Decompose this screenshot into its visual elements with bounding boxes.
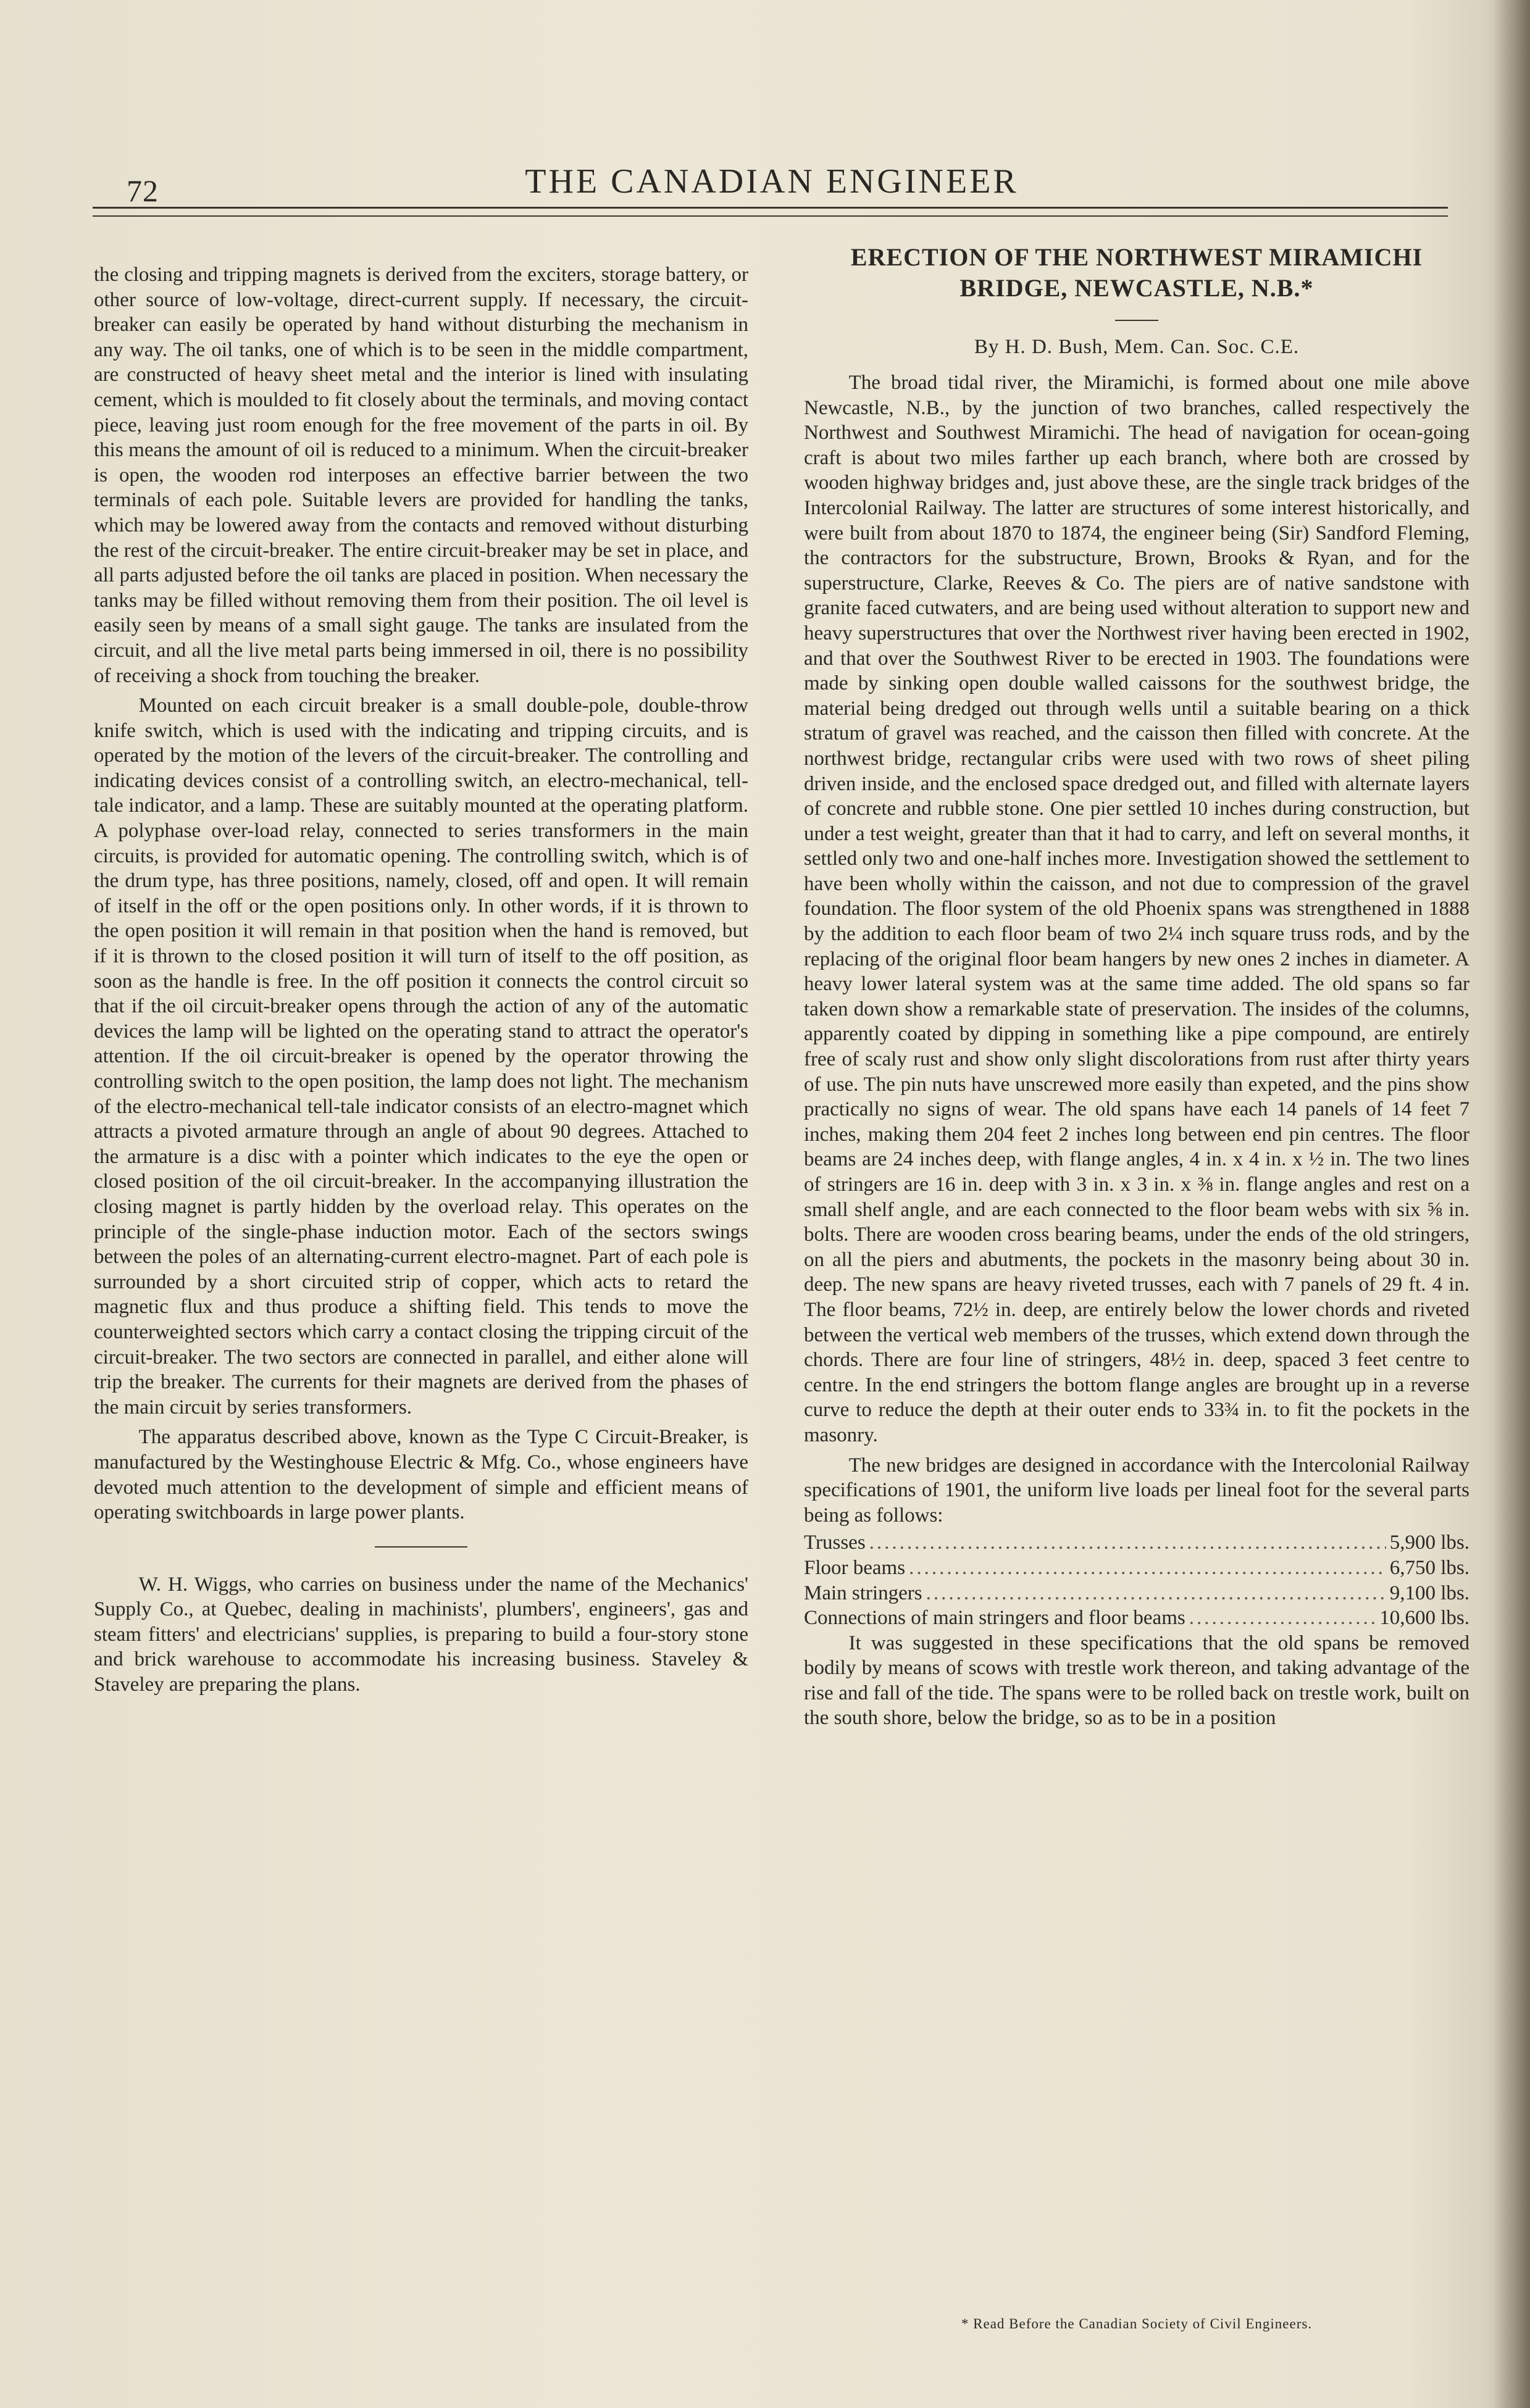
load-row bbox=[804, 1606, 1469, 1631]
right-column bbox=[804, 370, 1469, 1731]
paragraph: the closing and tripping magnets is derived from the exciters, storage battery, or other source of low-voltage, direct-current supply. If necessary, the circuit-breaker can easily be operated by hand without disturbing the mechanism in any way. The oil tanks, one of which is to be seen in the middle compartment, are constructed of heavy sheet metal and the interior is lined with insulating cement, which is moulded to fit closely about the terminals, and moving contact piece, leaving just room enough for the free movement of the parts in oil. By this means the amount of oil is reduced to a minimum. When the circuit-breaker is open, the wooden rod interposes an effective barrier between the two terminals of each pole. Suitable levers are provided for handling the tanks, which may be lowered away from the contacts and removed without disturbing the rest of the circuit-breaker. The entire circuit-breaker may be set in place, and all parts adjusted before the oil tanks are placed in position. When necessary the tanks may be filled without removing them from their position. The oil level is easily seen by means of a small sight gauge. The tanks are insulated from the circuit, and all the live metal parts being immersed in oil, there is no possibility of receiving a shock from touching the breaker. bbox=[94, 264, 748, 687]
load-label: Main stringers bbox=[804, 1581, 922, 1604]
paragraph: The broad tidal river, the Miramichi, is formed about one mile above Newcastle, N.B., by the junction of two branches, called respectively the Northwest and Southwest Miramichi. The head of navigation for ocean-going craft is about two miles farther up each branch, where both are crossed by wooden highway bridges and, just above these, are the single track bridges of the Intercolonial Railway. The latter are structures of some interest historically, and were built from about 1870 to 1874, the engineer being (Sir) Sandford Fleming, the contractors for the substructure, Brown, Brooks & Ryan, and for the superstructure, Clarke, Reeves & Co. The piers are of native sandstone with granite faced cutwaters, and are being used without alteration to support new and heavy superstructures that over the Northwest river having been erected in 1902, and that over the Southwest River to be erected in 1903. The foundations were made by sinking open double walled caissons for the southwest bridge, the material being dredged out through wells until a suitable bearing on a thick stratum of gravel was reached, and the caisson then filled with concrete. At the northwest bridge, rectangular cribs were used with two rows of sheet piling driven inside, and the enclosed space dredged out, and filled with alternate layers of concrete and rubble stone. One pier settled 10 inches during construction, but under a test weight, greater than that it had to carry, and left on several months, it settled only two and one-half inches more. Investigation showed the settlement to have been wholly within the caisson, and not due to compression of the gravel foundation. The floor system of the old Phoenix spans was strengthened in 1888 by the addition to each floor beam of two 2¼ inch square truss rods, and by the replacing of the original floor beam hangers by new ones 2 inches in diameter. A heavy lower lateral system was at the same time added. The old spans so far taken down show a remarkable state of preservation. The insides of the columns, apparently coated by dipping in something like a pipe compound, are entirely free of scaly rust and show only slight discolorations from rust after thirty years of use. The pin nuts have unscrewed more easily than expeted, and the pins show practically no signs of wear. The old spans have each 14 panels of 14 feet 7 inches, making them 204 feet 2 inches long between end pin centres. The floor beams are 24 inches deep, with flange angles, 4 in. x 4 in. x ½ in. The two lines of stringers are 16 in. deep with 3 in. x 3 in. x ⅜ in. flange angles and rest on a small shelf angle, and are each connected to the floor beam webs with six ⅝ in. bolts. There are wooden cross bearing beams, under the ends of the old stringers, on all the piers and abutments, the pockets in the masonry being about 30 in. deep. The new spans are heavy riveted trusses, each with 7 panels of 29 ft. 4 in. The floor beams, 72½ in. deep, are entirely below the lower chords and riveted between the vertical web members of the trusses, which extend down through the chords. There are four line of stringers, 48½ in. deep, spaced 3 feet centre to centre. In the end stringers the bottom flange angles are brought up in a reverse curve to reduce the depth at their outer ends to 33¾ in. to fit the pockets in the masonry. bbox=[804, 372, 1469, 1446]
article-heading bbox=[804, 242, 1469, 359]
load-amount: 5,900 lbs. bbox=[1389, 1531, 1469, 1554]
article-title-line: BRIDGE, NEWCASTLE, N.B.* bbox=[959, 274, 1314, 302]
leader-dots bbox=[869, 1530, 1386, 1556]
load-amount: 6,750 lbs. bbox=[1389, 1556, 1469, 1579]
section-divider bbox=[375, 1546, 467, 1548]
article-title-line: ERECTION OF THE NORTHWEST MIRAMICHI bbox=[850, 243, 1423, 271]
page-header bbox=[93, 162, 1451, 211]
leader-dots bbox=[926, 1581, 1386, 1606]
load-label: Connections of main stringers and floor beams bbox=[804, 1607, 1185, 1630]
load-row bbox=[804, 1556, 1469, 1581]
load-label: Trusses bbox=[804, 1531, 866, 1554]
load-row bbox=[804, 1581, 1469, 1606]
page-binding-shadow bbox=[1493, 0, 1530, 2408]
leader-dots bbox=[909, 1556, 1386, 1581]
load-amount: 9,100 lbs. bbox=[1389, 1581, 1469, 1604]
page-number: 72 bbox=[127, 173, 159, 208]
paragraph: The new bridges are designed in accordance with the Intercolonial Railway specifications of 1901, the uniform live loads per lineal foot for the several parts being as follows: bbox=[804, 1454, 1469, 1527]
paragraph: The apparatus described above, known as the Type C Circuit-Breaker, is manufactured by the Westinghouse Electric & Mfg. Co., whose engineers have devoted much attention to the development of simple and efficient means of operating switchboards in large power plants. bbox=[94, 1426, 748, 1524]
news-item: W. H. Wiggs, who carries on business under the name of the Mechanics' Supply Co., at Quebec, dealing in machinists', plumbers', engineers', gas and steam fitters' and electricians' supplies, is preparing to build a four-story stone and brick warehouse to accommodate his increasing business. Staveley & Staveley are preparing the plans. bbox=[94, 1573, 748, 1696]
header-rule bbox=[93, 207, 1448, 217]
paragraph: Mounted on each circuit breaker is a small double-pole, double-throw knife switch, which is used with the indicating and tripping circuits, and is operated by the motion of the levers of the circuit-breaker. The controlling and indicating devices consist of a controlling switch, an electro-mechanical, tell-tale indicator, and a lamp. These are suitably mounted at the operating platform. A polyphase over-load relay, connected to series transformers in the main circuits, is provided for automatic opening. The controlling switch, which is of the drum type, has three positions, namely, closed, off and open. It will remain of itself in the off or the open positions only. In other words, if it is thrown to the open position it will remain in that position when the hand is removed, but if it is thrown to the closed position it will turn of itself to the off position, as soon as the handle is free. In the off position it connects the control circuit so that if the oil circuit-breaker opens through the action of any of the automatic devices the lamp will be lighted on the operating stand to attract the operator's attention. If the oil circuit-breaker is opened by the operator throwing the controlling switch to the open position, the lamp does not light. The mechanism of the electro-mechanical tell-tale indicator consists of an electro-magnet which attracts a pivoted armature through an angle of about 90 degrees. Attached to the armature is a disc with a pointer which indicates to the eye the open or closed position of the oil circuit-breaker. In the accompanying illustration the closing magnet is partly hidden by the overload relay. This operates on the principle of the single-phase induction motor. Each of the sectors swings between the poles of an alternating-current electro-magnet. Part of each pole is surrounded by a short circuited strip of copper, which acts to retard the magnetic flux and thus produce a shifting field. This tends to move the counterweighted sectors which carry a contact closing the tripping circuit of the circuit-breaker. The two sectors are connected in parallel, and either alone will trip the breaker. The currents for their magnets are derived from the phases of the main circuit by series transformers. bbox=[94, 694, 748, 1419]
paragraph: It was suggested in these specifications that the old spans be removed bodily by means of scows with trestle work thereon, and taking advantage of the rise and fall of the tide. The spans were to be rolled back on trestle work, built on the south shore, below the bridge, so as to be in a position bbox=[804, 1631, 1469, 1730]
leader-dots bbox=[1189, 1606, 1376, 1631]
article-byline: By H. D. Bush, Mem. Can. Soc. C.E. bbox=[974, 336, 1300, 358]
load-label: Floor beams bbox=[804, 1556, 906, 1579]
load-amount: 10,600 lbs. bbox=[1379, 1607, 1469, 1630]
live-loads-table bbox=[804, 1530, 1469, 1630]
left-column bbox=[94, 262, 748, 1698]
load-row bbox=[804, 1530, 1469, 1556]
journal-title: THE CANADIAN ENGINEER bbox=[525, 162, 1019, 201]
title-divider bbox=[1115, 320, 1158, 321]
footnote: * Read Before the Canadian Society of Civil Engineers. bbox=[961, 2316, 1313, 2331]
